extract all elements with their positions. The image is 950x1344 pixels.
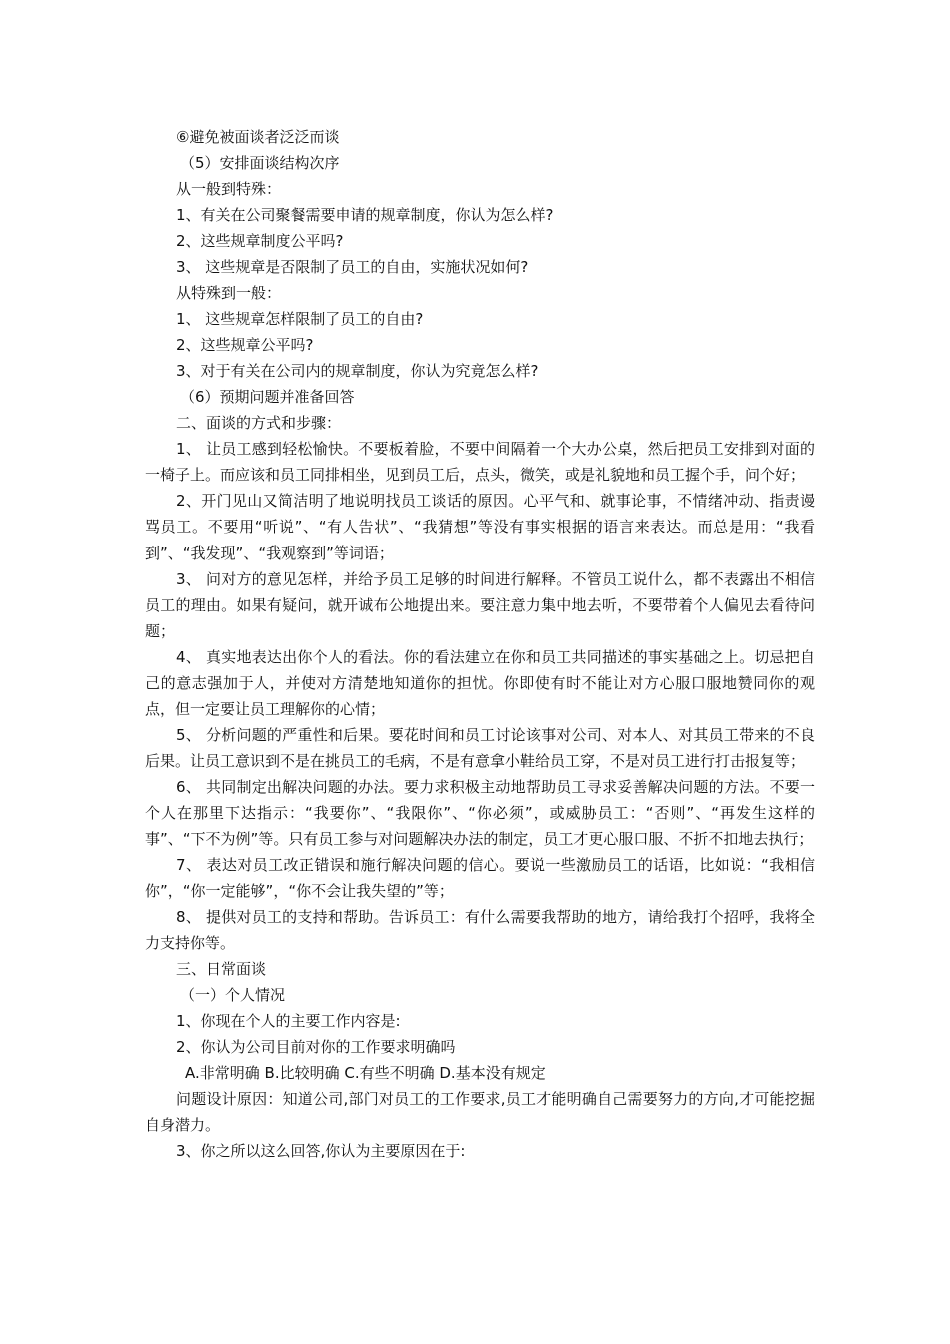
list-item: 3、你之所以这么回答,你认为主要原因在于: (176, 1142, 466, 1160)
text-line-avoid-vague: ⑥避免被面谈者泛泛而谈 (176, 128, 340, 146)
answer-options: A.非常明确 B.比较明确 C.有些不明确 D.基本没有规定 (185, 1064, 546, 1082)
paragraph: 4、 真实地表达出你个人的看法。你的看法建立在你和员工共同描述的事实基础之上。切忌把自己的意志强加于人，并使对方清楚地知道你的担忧。你即使有时不能让对方心服口服地赞同你的观点，但一定要让员工理解你的心情； (145, 648, 815, 718)
paragraph: 8、 提供对员工的支持和帮助。告诉员工：有什么需要我帮助的地方，请给我打个招呼，我将全力支持你等。 (145, 908, 815, 952)
document-body (145, 124, 815, 1164)
list-item: 2、这些规章公平吗? (176, 336, 314, 354)
paragraph: 问题设计原因：知道公司,部门对员工的工作要求,员工才能明确自己需要努力的方向,才可能挖掘自身潜力。 (145, 1090, 815, 1134)
paragraph: 1、 让员工感到轻松愉快。不要板着脸，不要中间隔着一个大办公桌，然后把员工安排到对面的一椅子上。而应该和员工同排相坐，见到员工后，点头，微笑，或是礼貌地和员工握个手，问个好； (145, 440, 815, 484)
paragraph: 6、 共同制定出解决问题的办法。要力求积极主动地帮助员工寻求妥善解决问题的方法。不要一个人在那里下达指示：“我要你”、“我限你”、“你必须”，或威胁员工：“否则”、“再发生这样的事”、“下不为例”等。只有员工参与对问题解决办法的制定，员工才更心服口服、不折不扣地去执行； (145, 778, 815, 848)
list-item: 2、这些规章制度公平吗? (176, 232, 344, 250)
subheading-personal-info: （一）个人情况 (180, 986, 286, 1004)
list-item: 1、你现在个人的主要工作内容是: (176, 1012, 401, 1030)
list-item: 2、你认为公司目前对你的工作要求明确吗 (176, 1038, 456, 1056)
paragraph: 2、开门见山又简洁明了地说明找员工谈话的原因。心平气和、就事论事，不情绪冲动、指责谩骂员工。不要用“听说”、“有人告状”、“我猜想”等没有事实根据的语言来表达。而总是用：“我看到”、“我发现”、“我观察到”等词语； (145, 492, 815, 562)
text-line-general-to-specific: 从一般到特殊： (176, 180, 282, 198)
list-item: 3、 这些规章是否限制了员工的自由，实施状况如何? (176, 258, 529, 276)
paragraph: 3、 问对方的意见怎样，并给予员工足够的时间进行解释。不管员工说什么，都不表露出不相信员工的理由。如果有疑问，就开诚布公地提出来。要注意力集中地去听，不要带着个人偏见去看待问题； (145, 570, 815, 640)
paragraph: 5、 分析问题的严重性和后果。要花时间和员工讨论该事对公司、对本人、对其员工带来的不良后果。让员工意识到不是在挑员工的毛病，不是有意拿小鞋给员工穿，不是对员工进行打击报复等； (145, 726, 815, 770)
list-item: 1、 这些规章怎样限制了员工的自由? (176, 310, 424, 328)
text-line-specific-to-general: 从特殊到一般： (176, 284, 282, 302)
section-heading-daily-interview: 三、日常面谈 (176, 960, 267, 978)
heading-prepare-answers: （6）预期问题并准备回答 (180, 388, 355, 406)
list-item: 1、有关在公司聚餐需要申请的规章制度，你认为怎么样? (176, 206, 554, 224)
heading-arrange-order: （5）安排面谈结构次序 (180, 154, 340, 172)
section-heading-methods: 二、面谈的方式和步骤： (176, 414, 342, 432)
list-item: 3、对于有关在公司内的规章制度，你认为究竟怎么样? (176, 362, 539, 380)
paragraph: 7、 表达对员工改正错误和施行解决问题的信心。要说一些激励员工的话语，比如说：“我相信你”，“你一定能够”，“你不会让我失望的”等； (145, 856, 815, 900)
